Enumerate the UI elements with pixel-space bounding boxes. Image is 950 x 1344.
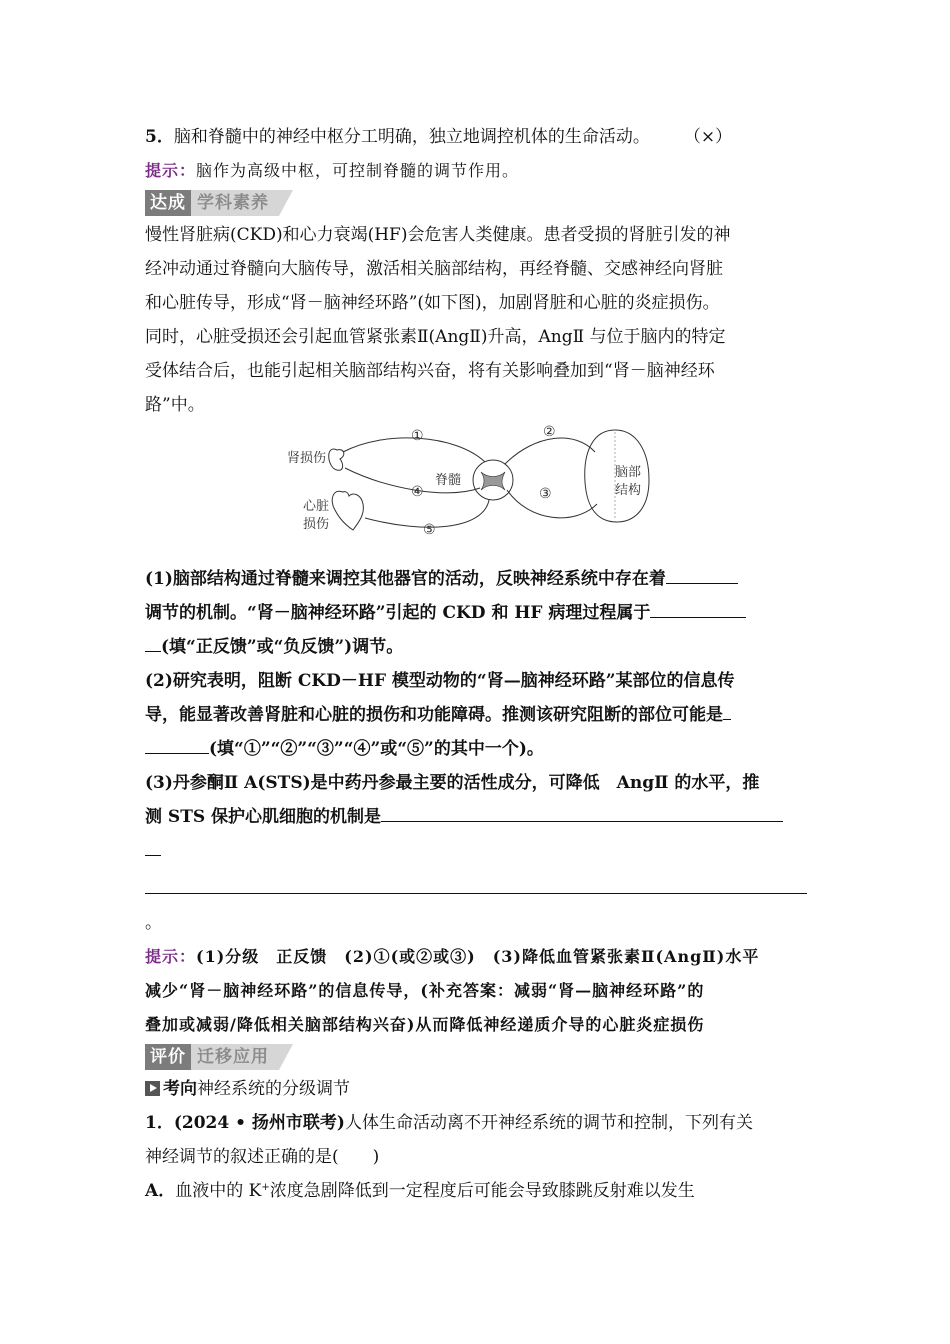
path-1-label: ① (411, 428, 424, 444)
question-2-block (145, 664, 810, 766)
passage-line: 路”中。 (145, 395, 205, 415)
answer-hint-text: (1)分级 正反馈 (2)①(或②或③) (3)降低血管紧张素Ⅱ(AngⅡ)水平 (196, 947, 760, 966)
q2-line-a (145, 664, 810, 698)
q3-line-c (145, 834, 810, 872)
question-5-answer: （×） (683, 127, 733, 147)
heart-label-2: 损伤 (303, 517, 330, 532)
q2-line-c (145, 732, 810, 766)
hint-label: 提示： (145, 947, 197, 966)
mc1-line-2: 神经调节的叙述正确的是( ) (145, 1147, 380, 1167)
path-2-label: ② (543, 424, 556, 440)
path-3-label: ③ (539, 486, 552, 502)
q2-text-c: (填“①”“②”“③”“④”或“⑤”的其中一个)。 (209, 739, 544, 759)
kaoxiang-heading (145, 1072, 810, 1106)
kidney-label: 肾损伤 (287, 451, 327, 466)
passage-line: 慢性肾脏病(CKD)和心力衰竭(HF)会危害人类健康。患者受损的肾脏引发的神 (145, 225, 731, 245)
answer-hint-line: 叠加或减弱/降低相关脑部结构兴奋)从而降低神经递质介导的心脏炎症损伤 (145, 1015, 705, 1034)
path-5-label: ⑤ (423, 522, 436, 538)
q2-text-a: (2)研究表明，阻断 CKD－HF 模型动物的“肾—脑神经环路”某部位的信息传 (145, 671, 735, 691)
passage-line: 同时，心脏受损还会引起血管紧张素Ⅱ(AngⅡ)升高，AngⅡ 与位于脑内的特定 (145, 327, 726, 347)
q1-line-c (145, 630, 810, 664)
answer-hint-line (145, 940, 810, 974)
question-5-text: 脑和脊髓中的神经中枢分工明确，独立地调控机体的生命活动。 (173, 127, 650, 147)
answer-blank[interactable] (145, 837, 161, 856)
option-a-prefix: A． (145, 1181, 176, 1201)
passage (145, 218, 810, 422)
answer-hint-line: 减少“肾－脑神经环路”的信息传导，(补充答案：减弱“肾—脑神经环路”的 (145, 981, 705, 1000)
passage-line: 经冲动通过脊髓向大脑传导，激活相关脑部结构，再经脊髓、交感神经向肾脏 (145, 259, 723, 279)
q3-end-mark: 。 (145, 913, 162, 933)
mc1-line-1 (145, 1106, 810, 1140)
answer-blank[interactable] (145, 633, 161, 652)
q3-text-a: (3)丹参酮Ⅱ A(STS)是中药丹参最主要的活性成分，可降低 AngⅡ 的水平，推 (145, 773, 760, 793)
answer-blank[interactable] (145, 735, 209, 754)
passage-line: 和心脏传导，形成“肾－脑神经环路”(如下图)，加剧肾脏和心脏的炎症损伤。 (145, 293, 720, 313)
brain-label-2: 结构 (615, 483, 642, 498)
answer-blank[interactable] (145, 875, 807, 894)
option-a[interactable] (145, 1174, 810, 1208)
q1-line-a (145, 562, 810, 596)
section-banner-pingjia (145, 1044, 810, 1070)
question-5-number: 5． (145, 127, 174, 147)
answer-blank[interactable] (381, 803, 783, 822)
heart-label-1: 心脏 (303, 499, 330, 514)
path-4-label: ④ (411, 484, 424, 500)
q3-line-d (145, 872, 810, 906)
play-arrow-icon (145, 1081, 160, 1096)
spinal-grey-matter (481, 472, 505, 490)
mc1-number: 1． (145, 1113, 174, 1133)
kidney-brain-circuit-figure (145, 422, 810, 562)
mc1-source: (2024 • 扬州市联考) (173, 1113, 345, 1133)
answer-blank[interactable] (723, 701, 731, 720)
hint-label: 提示： (145, 161, 197, 180)
circuit-diagram (285, 422, 665, 557)
path-3-line (507, 490, 597, 518)
kaoxiang-text: 神经系统的分级调节 (197, 1079, 350, 1099)
kidney-shape (329, 449, 344, 470)
path-2-line (505, 438, 595, 464)
q3-text-b: 测 STS 保护心肌细胞的机制是 (145, 807, 382, 827)
multiple-choice-1 (145, 1106, 810, 1208)
q2-text-b: 导，能显著改善肾脏和心脏的损伤和功能障碍。推测该研究阻断的部位可能是 (145, 705, 723, 725)
heart-shape (332, 491, 363, 530)
banner-light-text: 迁移应用 (191, 1044, 279, 1070)
option-a-text-pre: 血液中的 K (175, 1181, 262, 1201)
question-5-hint-text: 脑作为高级中枢，可控制脊髓的调节作用。 (196, 161, 520, 180)
spinal-label: 脊髓 (435, 473, 462, 488)
mc1-text-1: 人体生命活动离不开神经系统的调节和控制，下列有关 (344, 1113, 753, 1133)
question-5-hint (145, 154, 810, 188)
question-5 (145, 120, 810, 154)
q1-text-b: 调节的机制。“肾－脑神经环路”引起的 CKD 和 HF 病理过程属于 (145, 603, 651, 623)
kaoxiang-label: 考向 (163, 1079, 197, 1099)
brain-label-1: 脑部 (615, 465, 642, 480)
section-banner-dacheng (145, 190, 810, 216)
option-a-superscript: + (261, 1182, 270, 1193)
q3-line-a (145, 766, 810, 800)
passage-line: 受体结合后，也能引起相关脑部结构兴奋，将有关影响叠加到“肾－脑神经环 (145, 361, 715, 381)
q2-line-b (145, 698, 810, 732)
answer-blank[interactable] (666, 565, 738, 584)
question-3-block (145, 766, 810, 940)
q3-line-b (145, 800, 810, 834)
answer-blank[interactable] (650, 599, 746, 618)
q1-text-c: (填“正反馈”或“负反馈”)调节。 (161, 637, 404, 657)
question-1-block (145, 562, 810, 664)
q3-line-e (145, 906, 810, 940)
document-page (145, 120, 810, 1208)
answer-hint (145, 940, 810, 1042)
q1-line-b (145, 596, 810, 630)
banner-dark-text: 评价 (145, 1044, 191, 1070)
banner-dark-text: 达成 (145, 190, 191, 216)
q1-text-a: (1)脑部结构通过脊髓来调控其他器官的活动，反映神经系统中存在着 (145, 569, 666, 589)
option-a-text-post: 浓度急剧降低到一定程度后可能会导致膝跳反射难以发生 (269, 1181, 695, 1201)
banner-light-text: 学科素养 (191, 190, 279, 216)
